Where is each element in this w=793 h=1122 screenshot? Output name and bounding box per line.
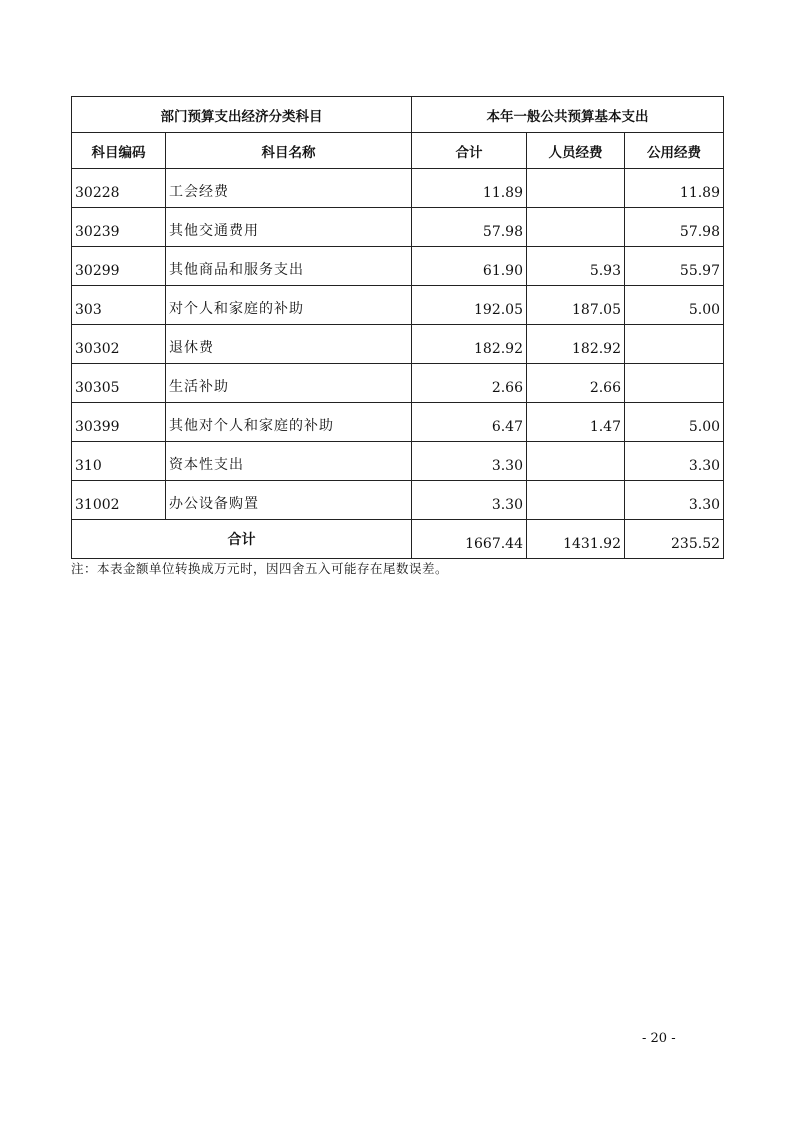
row-code: 30399: [72, 403, 166, 442]
row-name: 生活补助: [166, 364, 412, 403]
table-total-row: [72, 520, 724, 559]
total-sum: 1667.44: [412, 520, 527, 559]
row-total: 3.30: [412, 442, 527, 481]
row-public: 3.30: [625, 442, 724, 481]
row-name: 退休费: [166, 325, 412, 364]
row-total: 182.92: [412, 325, 527, 364]
row-personnel: 187.05: [527, 286, 625, 325]
row-name: 办公设备购置: [166, 481, 412, 520]
row-public: [625, 364, 724, 403]
table-header-column-row: [72, 133, 724, 169]
row-name: 其他交通费用: [166, 208, 412, 247]
row-personnel: [527, 442, 625, 481]
row-public: 5.00: [625, 286, 724, 325]
row-name: 资本性支出: [166, 442, 412, 481]
table-row: [72, 403, 724, 442]
row-personnel: [527, 208, 625, 247]
row-public: 11.89: [625, 169, 724, 208]
row-code: 31002: [72, 481, 166, 520]
row-code: 30302: [72, 325, 166, 364]
table-row: [72, 208, 724, 247]
table-row: [72, 325, 724, 364]
header-economic-classification: 部门预算支出经济分类科目: [72, 97, 412, 133]
row-personnel: 2.66: [527, 364, 625, 403]
row-total: 3.30: [412, 481, 527, 520]
table-row: [72, 442, 724, 481]
page-number: - 20 -: [642, 1031, 676, 1046]
table-row: [72, 364, 724, 403]
table-row: [72, 169, 724, 208]
header-subject-name: 科目名称: [166, 133, 412, 169]
row-total: 2.66: [412, 364, 527, 403]
header-public-expense: 公用经费: [625, 133, 724, 169]
total-personnel: 1431.92: [527, 520, 625, 559]
row-total: 6.47: [412, 403, 527, 442]
row-total: 61.90: [412, 247, 527, 286]
header-basic-expenditure: 本年一般公共预算基本支出: [412, 97, 724, 133]
row-public: 3.30: [625, 481, 724, 520]
row-name: 其他对个人和家庭的补助: [166, 403, 412, 442]
table-header-group-row: [72, 97, 724, 133]
row-personnel: 5.93: [527, 247, 625, 286]
row-code: 30228: [72, 169, 166, 208]
header-total: 合计: [412, 133, 527, 169]
row-personnel: [527, 169, 625, 208]
row-code: 303: [72, 286, 166, 325]
row-total: 57.98: [412, 208, 527, 247]
row-public: 55.97: [625, 247, 724, 286]
header-personnel-expense: 人员经费: [527, 133, 625, 169]
row-personnel: 1.47: [527, 403, 625, 442]
header-subject-code: 科目编码: [72, 133, 166, 169]
total-label: 合计: [72, 520, 412, 559]
row-public: 57.98: [625, 208, 724, 247]
row-code: 30239: [72, 208, 166, 247]
row-public: [625, 325, 724, 364]
total-public: 235.52: [625, 520, 724, 559]
row-total: 192.05: [412, 286, 527, 325]
row-name: 其他商品和服务支出: [166, 247, 412, 286]
table-row: [72, 286, 724, 325]
row-code: 310: [72, 442, 166, 481]
row-code: 30305: [72, 364, 166, 403]
row-name: 对个人和家庭的补助: [166, 286, 412, 325]
budget-expenditure-table: [71, 96, 724, 559]
row-name: 工会经费: [166, 169, 412, 208]
row-personnel: [527, 481, 625, 520]
table-footnote: 注：本表金额单位转换成万元时，因四舍五入可能存在尾数误差。: [71, 561, 449, 576]
row-personnel: 182.92: [527, 325, 625, 364]
row-public: 5.00: [625, 403, 724, 442]
row-total: 11.89: [412, 169, 527, 208]
table-row: [72, 481, 724, 520]
table-row: [72, 247, 724, 286]
row-code: 30299: [72, 247, 166, 286]
